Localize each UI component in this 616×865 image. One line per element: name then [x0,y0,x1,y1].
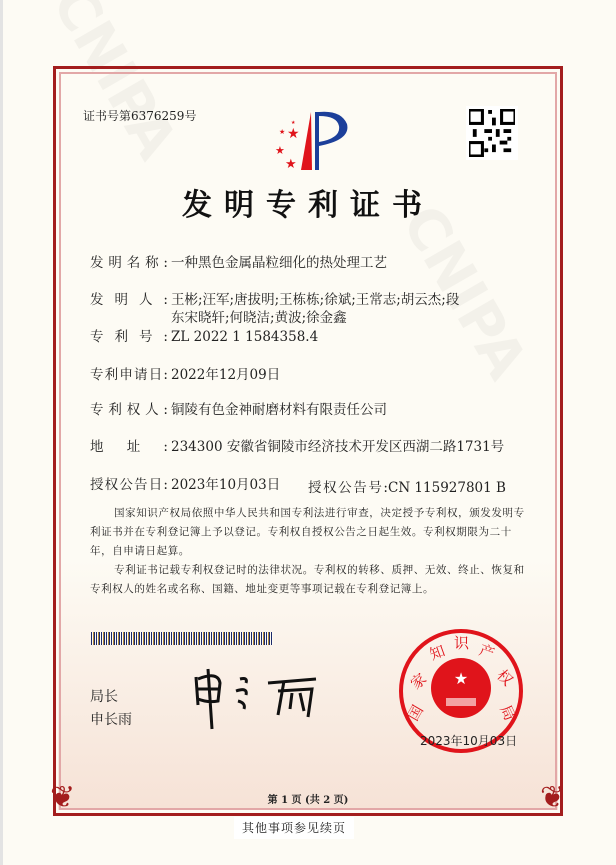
svg-text:★: ★ [291,120,296,126]
svg-text:★: ★ [287,126,300,142]
field-label: 专利权人: [90,402,168,418]
seal-date: 2023年10月03日 [420,734,518,748]
corner-ornament: ❦ [540,780,566,815]
svg-text:知: 知 [427,641,448,664]
legal-paragraph: 国家知识产权局依照中华人民共和国专利法进行审查，决定授予专利权，颁发发明专利证书并在专利登记簿上予以登记。专利权自授权公告之日起生效。专利权期限为二十年，自申请日起算。 [90,507,525,557]
field-label: 授权公告日: [90,477,168,493]
page-number: 第 1 页 (共 2 页) [267,795,349,806]
field-value: 一种黑色金属晶粒细化的热处理工艺 [171,255,387,271]
signatory-title: 局长 [90,689,118,705]
svg-text:家: 家 [407,669,431,694]
field-label: 授权公告号: [308,480,388,496]
svg-text:权: 权 [493,666,517,690]
field-inventors [90,291,460,326]
field-value: 2022年12月09日 [171,367,281,383]
field-grant-date [90,476,281,494]
viewer-edge [0,0,3,865]
legal-paragraph: 专利证书记载专利权登记时的法律状况。专利权的转移、质押、无效、终止、恢复和专利权人的姓名或名称、国籍、地址变更等事项记载在专利登记簿上。 [90,564,525,595]
field-address [90,438,505,456]
field-label: 发明名称: [90,255,168,271]
svg-text:★: ★ [279,128,286,136]
svg-text:★: ★ [453,669,469,688]
field-label: 专利号: [90,329,168,345]
field-value: CN 115927801 B [388,480,506,496]
handwritten-signature [188,665,328,735]
svg-text:★: ★ [275,144,285,157]
certificate-number: 证书号第6376259号 [83,109,197,123]
svg-text:产: 产 [476,640,497,663]
field-patent-number [90,328,319,346]
continued-note: 其他事项参见续页 [234,817,354,839]
field-application-date [90,366,281,384]
field-label: 地址: [90,439,168,455]
svg-text:国: 国 [403,701,427,724]
signatory-name: 申长雨 [90,712,132,728]
field-value: 王彬;汪军;唐拔明;王栋栋;徐斌;王常志;胡云杰;段东宋晓轩;何晓洁;黄波;徐金鑫 [171,292,460,326]
field-value: 铜陵有色金神耐磨材料有限责任公司 [171,402,387,418]
field-grant-number [308,476,506,496]
field-value: 234300 安徽省铜陵市经济技术开发区西湖二路1731号 [171,439,505,455]
svg-text:识: 识 [454,634,470,652]
cnipa-logo [265,108,355,178]
qr-code [466,106,518,160]
field-value: 2023年10月03日 [171,477,281,493]
certificate-title: 发明专利证书 [182,188,434,223]
field-invention-name [90,254,387,272]
field-label: 专利申请日: [90,367,168,383]
corner-ornament: ❦ [50,780,76,815]
field-patentee [90,401,387,419]
svg-text:局: 局 [496,702,520,724]
barcode [91,632,273,645]
field-value: ZL 2022 1 1584358.4 [171,329,319,345]
svg-text:★: ★ [285,157,297,172]
field-label: 发明人: [90,292,168,308]
